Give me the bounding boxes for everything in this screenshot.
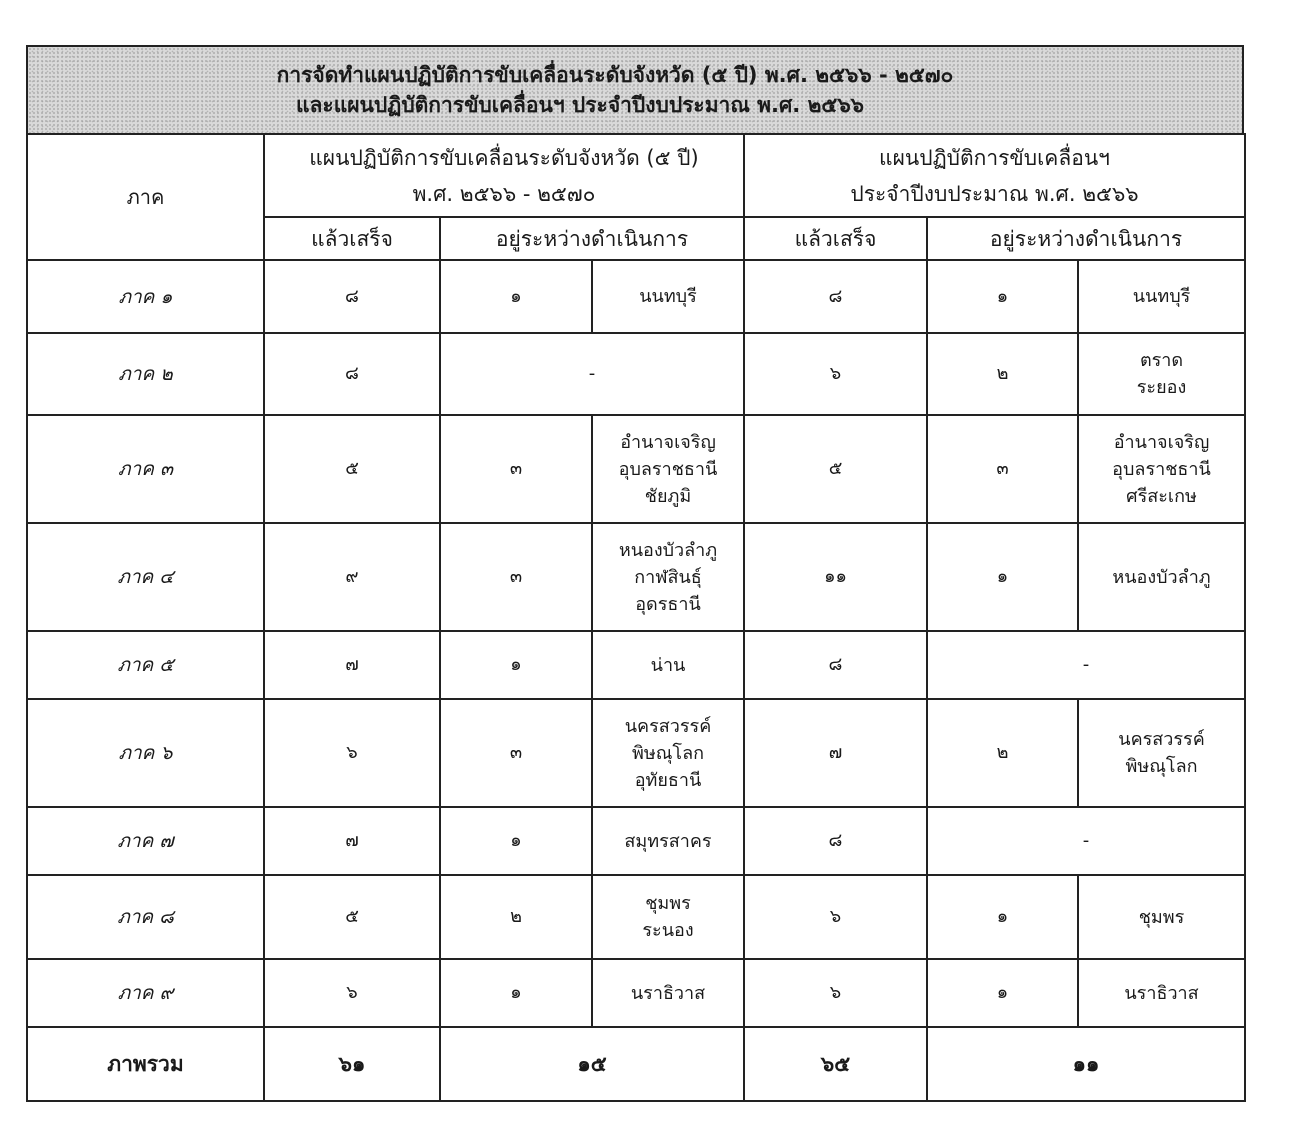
annual-completed-cell: ๘ (744, 260, 927, 333)
five-year-completed-cell: ๗ (264, 807, 440, 875)
region-cell: ภาค ๖ (27, 699, 264, 807)
annual-completed-cell: ๘ (744, 631, 927, 699)
summary-table (26, 133, 1246, 1102)
table-row (27, 959, 1245, 1027)
five-year-in-progress-provinces (592, 631, 744, 699)
province-name: กาฬสินธุ์ (634, 566, 702, 588)
table-row (27, 333, 1245, 415)
annual-in-progress-empty: - (927, 631, 1245, 699)
five-year-in-progress-provinces (592, 959, 744, 1027)
region-cell: ภาค ๗ (27, 807, 264, 875)
five-year-in-progress-provinces (592, 807, 744, 875)
five-year-in-progress-provinces (592, 699, 744, 807)
header-five-year-plan-line2: พ.ศ. ๒๕๖๖ - ๒๕๗๐ (412, 181, 596, 206)
five-year-in-progress-count: ๑ (440, 807, 592, 875)
annual-completed-cell: ๑๑ (744, 523, 927, 631)
province-name: นนทบุรี (1132, 286, 1191, 307)
five-year-in-progress-provinces (592, 260, 744, 333)
annual-in-progress-count: ๓ (927, 415, 1078, 523)
total-five-year-in-progress: ๑๕ (440, 1027, 744, 1101)
total-five-year-completed: ๖๑ (264, 1027, 440, 1101)
annual-completed-cell: ๗ (744, 699, 927, 807)
five-year-in-progress-count: ๓ (440, 699, 592, 807)
region-cell: ภาค ๔ (27, 523, 264, 631)
five-year-in-progress-count: ๒ (440, 875, 592, 959)
region-cell: ภาค ๙ (27, 959, 264, 1027)
region-cell: ภาค ๒ (27, 333, 264, 415)
header-region: ภาค (27, 134, 264, 260)
region-cell: ภาค ๓ (27, 415, 264, 523)
annual-in-progress-empty: - (927, 807, 1245, 875)
table-title-line2: และแผนปฏิบัติการขับเคลื่อนฯ ประจำปีงบประมาณ พ.ศ. ๒๕๖๖ (296, 93, 864, 117)
five-year-in-progress-provinces (592, 415, 744, 523)
header-annual-plan-line2: ประจำปีงบประมาณ พ.ศ. ๒๕๖๖ (850, 181, 1139, 206)
annual-in-progress-provinces (1078, 415, 1245, 523)
table-row (27, 523, 1245, 631)
province-name: อำนาจเจริญ (1113, 431, 1210, 453)
province-name: นครสวรรค์ (1118, 729, 1205, 750)
annual-in-progress-count: ๑ (927, 959, 1078, 1027)
annual-completed-cell: ๕ (744, 415, 927, 523)
total-label: ภาพรวม (27, 1027, 264, 1101)
province-name: อุบลราชธานี (618, 458, 718, 480)
five-year-completed-cell: ๖ (264, 959, 440, 1027)
region-cell: ภาค ๕ (27, 631, 264, 699)
annual-in-progress-provinces (1078, 260, 1245, 333)
province-name: นครสวรรค์ (624, 715, 712, 737)
five-year-completed-cell: ๘ (264, 333, 440, 415)
annual-in-progress-provinces (1078, 875, 1245, 959)
annual-in-progress-count: ๑ (927, 260, 1078, 333)
table-row (27, 875, 1245, 959)
annual-in-progress-count: ๑ (927, 523, 1078, 631)
province-name: นนทบุรี (639, 286, 697, 307)
table-title-line1: การจัดทำแผนปฏิบัติการขับเคลื่อนระดับจังหวัด (๕ ปี) พ.ศ. ๒๕๖๖ - ๒๕๗๐ (276, 63, 954, 87)
annual-in-progress-count: ๒ (927, 699, 1078, 807)
header-annual-plan-line1: แผนปฏิบัติการขับเคลื่อนฯ (879, 145, 1110, 170)
province-name: ระนอง (642, 920, 694, 941)
province-name: ตราด (1139, 350, 1184, 371)
region-cell: ภาค ๘ (27, 875, 264, 959)
province-name: อำนาจเจริญ (620, 431, 716, 453)
header-five-year-in-progress: อยู่ระหว่างดำเนินการ (440, 217, 744, 260)
total-annual-in-progress: ๑๑ (927, 1027, 1245, 1101)
five-year-completed-cell: ๙ (264, 523, 440, 631)
province-name: ชัยภูมิ (644, 485, 692, 507)
province-name: น่าน (650, 654, 686, 676)
province-name: พิษณุโลก (1125, 756, 1198, 777)
header-five-year-completed: แล้วเสร็จ (264, 217, 440, 260)
five-year-in-progress-count: ๓ (440, 415, 592, 523)
province-name: อุดรธานี (635, 593, 701, 615)
annual-in-progress-provinces (1078, 523, 1245, 631)
province-name: ศรีสะเกษ (1126, 485, 1197, 507)
total-annual-completed: ๖๕ (744, 1027, 927, 1101)
annual-in-progress-count: ๑ (927, 875, 1078, 959)
region-cell: ภาค ๑ (27, 260, 264, 333)
province-name: พิษณุโลก (631, 742, 705, 764)
table-row (27, 260, 1245, 333)
header-five-year-plan (264, 134, 744, 217)
province-name: ชุมพร (1138, 906, 1185, 928)
five-year-in-progress-count: ๑ (440, 260, 592, 333)
annual-completed-cell: ๖ (744, 875, 927, 959)
five-year-in-progress-provinces (592, 523, 744, 631)
header-five-year-plan-line1: แผนปฏิบัติการขับเคลื่อนระดับจังหวัด (๕ ปี) (309, 145, 699, 170)
table-row (27, 807, 1245, 875)
five-year-in-progress-count: ๑ (440, 959, 592, 1027)
table-row (27, 415, 1245, 523)
annual-in-progress-count: ๒ (927, 333, 1078, 415)
province-name: อุทัยธานี (634, 769, 702, 791)
province-name: อุบลราชธานี (1112, 458, 1211, 480)
five-year-completed-cell: ๘ (264, 260, 440, 333)
province-name: ระยอง (1136, 377, 1187, 398)
province-name: หนองบัวลำภู (618, 539, 718, 561)
header-annual-plan (744, 134, 1245, 217)
five-year-in-progress-empty: - (440, 333, 744, 415)
header-annual-in-progress: อยู่ระหว่างดำเนินการ (927, 217, 1245, 260)
annual-completed-cell: ๖ (744, 333, 927, 415)
table-body (27, 260, 1245, 1027)
table-row (27, 699, 1245, 807)
total-row (27, 1027, 1245, 1101)
five-year-in-progress-provinces (592, 875, 744, 959)
annual-in-progress-provinces (1078, 959, 1245, 1027)
annual-completed-cell: ๖ (744, 959, 927, 1027)
five-year-completed-cell: ๕ (264, 875, 440, 959)
five-year-in-progress-count: ๑ (440, 631, 592, 699)
province-name: ชุมพร (645, 893, 691, 914)
five-year-in-progress-count: ๓ (440, 523, 592, 631)
annual-in-progress-provinces (1078, 699, 1245, 807)
annual-completed-cell: ๘ (744, 807, 927, 875)
province-name: นราธิวาส (630, 982, 706, 1004)
table-title-band (26, 45, 1244, 133)
header-annual-completed: แล้วเสร็จ (744, 217, 927, 260)
province-name: สมุทรสาคร (624, 830, 712, 852)
five-year-completed-cell: ๕ (264, 415, 440, 523)
five-year-completed-cell: ๗ (264, 631, 440, 699)
five-year-completed-cell: ๖ (264, 699, 440, 807)
province-name: หนองบัวลำภู (1112, 566, 1211, 588)
table-row (27, 631, 1245, 699)
document-page (26, 45, 1244, 1102)
annual-in-progress-provinces (1078, 333, 1245, 415)
province-name: นราธิวาส (1124, 982, 1199, 1004)
